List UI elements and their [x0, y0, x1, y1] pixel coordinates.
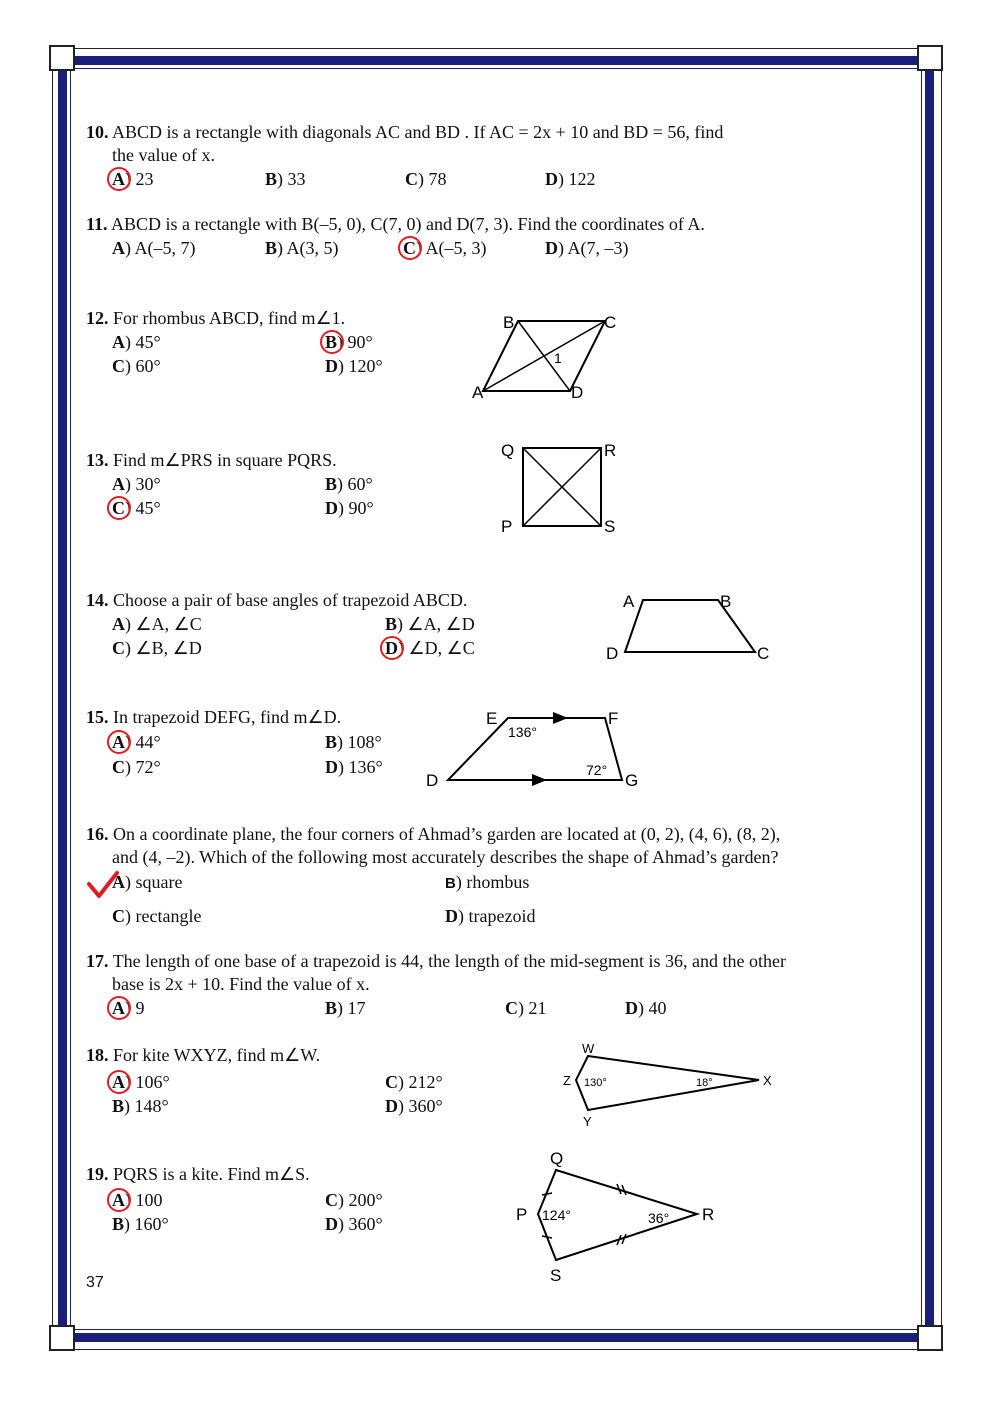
question-number: 19.: [86, 1164, 109, 1184]
option-b[interactable]: B) rhombus: [445, 872, 530, 892]
frame-corner-top-left: [49, 45, 75, 71]
question-text-line1: Find m∠PRS in square PQRS.: [113, 450, 337, 470]
question-text-line1: In trapezoid DEFG, find m∠D.: [113, 707, 342, 727]
answer-circle-mark: [398, 236, 422, 260]
question-text-line1: For kite WXYZ, find m∠W.: [113, 1045, 321, 1065]
vertex-label-b: B: [503, 313, 515, 332]
question-15-options: [112, 730, 412, 778]
option-a[interactable]: A) A(–5, 7): [112, 238, 196, 258]
answer-circle-mark: [107, 496, 131, 520]
question-number: 10.: [86, 122, 109, 142]
rhombus-figure: [465, 308, 625, 404]
option-a[interactable]: A) 100: [112, 1188, 163, 1212]
answer-circle-mark: [380, 636, 404, 660]
vertex-label-q: Q: [550, 1149, 564, 1168]
question-text-line1: For rhombus ABCD, find m∠1.: [113, 308, 346, 328]
option-c[interactable]: C) 21: [505, 998, 547, 1018]
kite-pqrs-figure: [510, 1148, 730, 1288]
question-17-line2: base is 2x + 10. Find the value of x.: [112, 974, 370, 994]
vertex-label-r: R: [604, 441, 617, 460]
vertex-label-r: R: [702, 1205, 715, 1224]
option-b[interactable]: B) ∠A, ∠D: [385, 614, 475, 634]
option-c[interactable]: C) rectangle: [112, 906, 202, 926]
question-17-options: [112, 996, 712, 1020]
vertex-label-g: G: [625, 771, 639, 790]
vertex-label-d: D: [426, 771, 439, 790]
question-number: 18.: [86, 1045, 109, 1065]
question-11-options: [112, 236, 712, 260]
question-number: 14.: [86, 590, 109, 610]
vertex-label-f: F: [608, 709, 619, 728]
option-b[interactable]: B) 160°: [112, 1214, 169, 1234]
option-b[interactable]: B) 108°: [325, 732, 382, 752]
vertex-label-p: P: [501, 517, 513, 536]
option-d[interactable]: D) 136°: [325, 757, 383, 777]
question-16-line2: and (4, –2). Which of the following most accurately describes the shape of Ahmad’s garden?: [112, 847, 779, 867]
vertex-label-a: A: [623, 592, 635, 611]
option-c[interactable]: C) 60°: [112, 356, 161, 376]
question-10-line2: the value of x.: [112, 145, 215, 165]
vertex-label-d: D: [571, 383, 584, 402]
option-d[interactable]: D) 360°: [325, 1214, 383, 1234]
option-c[interactable]: C) 200°: [325, 1190, 383, 1210]
question-text-line1: Choose a pair of base angles of trapezoid ABCD.: [113, 590, 468, 610]
question-16-options: [112, 870, 612, 928]
trapezoid-defg-figure: [420, 704, 650, 794]
option-a[interactable]: A) 106°: [112, 1070, 170, 1094]
vertex-label-s: S: [604, 517, 616, 536]
option-d[interactable]: D) 360°: [385, 1096, 443, 1116]
question-number: 15.: [86, 707, 109, 727]
option-d[interactable]: D) 40: [625, 998, 667, 1018]
question-18: [86, 1044, 320, 1067]
frame-corner-top-right: [917, 45, 943, 71]
page-number: 37: [86, 1274, 104, 1291]
option-b[interactable]: B) 17: [325, 998, 366, 1018]
vertex-label-q: Q: [501, 441, 515, 460]
frame-corner-bottom-right: [917, 1325, 943, 1351]
answer-circle-mark: [107, 996, 131, 1020]
question-18-options: [112, 1070, 512, 1118]
question-11: [86, 213, 705, 236]
option-a[interactable]: A) square: [112, 872, 183, 892]
question-13: [86, 449, 337, 472]
question-15: [86, 706, 341, 729]
option-c[interactable]: C) 72°: [112, 757, 161, 777]
question-12-options: [112, 330, 412, 378]
question-number: 12.: [86, 308, 109, 328]
answer-circle-mark: [320, 330, 344, 354]
option-a[interactable]: A) 30°: [112, 474, 161, 494]
answer-circle-mark: [107, 730, 131, 754]
frame-corner-bottom-left: [49, 1325, 75, 1351]
question-16: [86, 823, 780, 846]
question-text-line1: ABCD is a rectangle with diagonals AC and BD . If AC = 2x + 10 and BD = 56, find: [112, 122, 724, 142]
question-19: [86, 1163, 310, 1186]
option-d[interactable]: D) 120°: [325, 356, 383, 376]
option-c[interactable]: C) 45°: [112, 496, 161, 520]
option-c[interactable]: C) ∠B, ∠D: [112, 638, 202, 658]
vertex-label-c: C: [604, 313, 617, 332]
question-10-options: [112, 167, 712, 191]
question-12: [86, 307, 345, 330]
question-number: 16.: [86, 824, 109, 844]
option-c[interactable]: C) 78: [405, 169, 447, 189]
option-a[interactable]: A) 23: [112, 167, 154, 191]
vertex-label-c: C: [757, 644, 770, 663]
option-b[interactable]: B) 148°: [112, 1096, 169, 1116]
vertex-label-e: E: [486, 709, 498, 728]
option-d[interactable]: D) 90°: [325, 498, 374, 518]
answer-circle-mark: [107, 1070, 131, 1094]
option-a[interactable]: A) 45°: [112, 332, 161, 352]
vertex-label-y: Y: [583, 1114, 592, 1129]
vertex-label-b: B: [720, 592, 732, 611]
option-d[interactable]: D) 122: [545, 169, 596, 189]
vertex-label-z: Z: [563, 1073, 571, 1088]
option-c[interactable]: C) 212°: [385, 1072, 443, 1092]
question-14: [86, 589, 467, 612]
option-a[interactable]: A) 44°: [112, 730, 161, 754]
question-10: [86, 121, 723, 144]
question-14-options: [112, 612, 512, 660]
angle-label-g: 72°: [586, 762, 608, 778]
option-b[interactable]: B) 33: [265, 169, 306, 189]
question-text-line1: On a coordinate plane, the four corners of Ahmad’s garden are located at (0, 2), (4, 6), (8, 2),: [113, 824, 781, 844]
angle-label-z: 130°: [584, 1077, 607, 1089]
angle-label-e: 136°: [508, 724, 537, 740]
vertex-label-d: D: [606, 644, 619, 663]
kite-wxyz-figure: [556, 1038, 786, 1130]
answer-circle-mark: [107, 167, 131, 191]
option-b[interactable]: B) 60°: [325, 474, 373, 494]
vertex-label-w: W: [582, 1041, 595, 1056]
angle-label-x: 18°: [696, 1077, 713, 1089]
vertex-label-s: S: [550, 1266, 562, 1285]
option-a[interactable]: A) 9: [112, 996, 145, 1020]
vertex-label-a: A: [472, 383, 484, 402]
option-a[interactable]: A) ∠A, ∠C: [112, 614, 202, 634]
question-13-options: [112, 472, 412, 520]
question-17: [86, 950, 786, 973]
option-b[interactable]: B) A(3, 5): [265, 238, 339, 258]
question-19-options: [112, 1188, 412, 1236]
question-text-line1: PQRS is a kite. Find m∠S.: [113, 1164, 310, 1184]
square-figure: [496, 436, 626, 536]
angle-label-p: 124°: [542, 1207, 571, 1223]
question-text-line1: ABCD is a rectangle with B(–5, 0), C(7, 0) and D(7, 3). Find the coordinates of A.: [111, 214, 705, 234]
angle-label-1: 1: [554, 350, 562, 366]
question-number: 11.: [86, 214, 108, 234]
question-number: 13.: [86, 450, 109, 470]
vertex-label-p: P: [516, 1205, 528, 1224]
option-d[interactable]: D) ∠D, ∠C: [385, 636, 475, 660]
vertex-label-x: X: [763, 1073, 772, 1088]
option-c[interactable]: C) A(–5, 3): [403, 236, 487, 260]
answer-circle-mark: [107, 1188, 131, 1212]
question-number: 17.: [86, 951, 109, 971]
trapezoid-abcd-figure: [600, 588, 780, 664]
option-d[interactable]: D) A(7, –3): [545, 238, 629, 258]
option-d[interactable]: D) trapezoid: [445, 906, 536, 926]
question-text-line1: The length of one base of a trapezoid is 44, the length of the mid-segment is 36, and the other: [112, 951, 786, 971]
option-b[interactable]: B) 90°: [325, 330, 373, 354]
angle-label-r: 36°: [648, 1210, 670, 1226]
